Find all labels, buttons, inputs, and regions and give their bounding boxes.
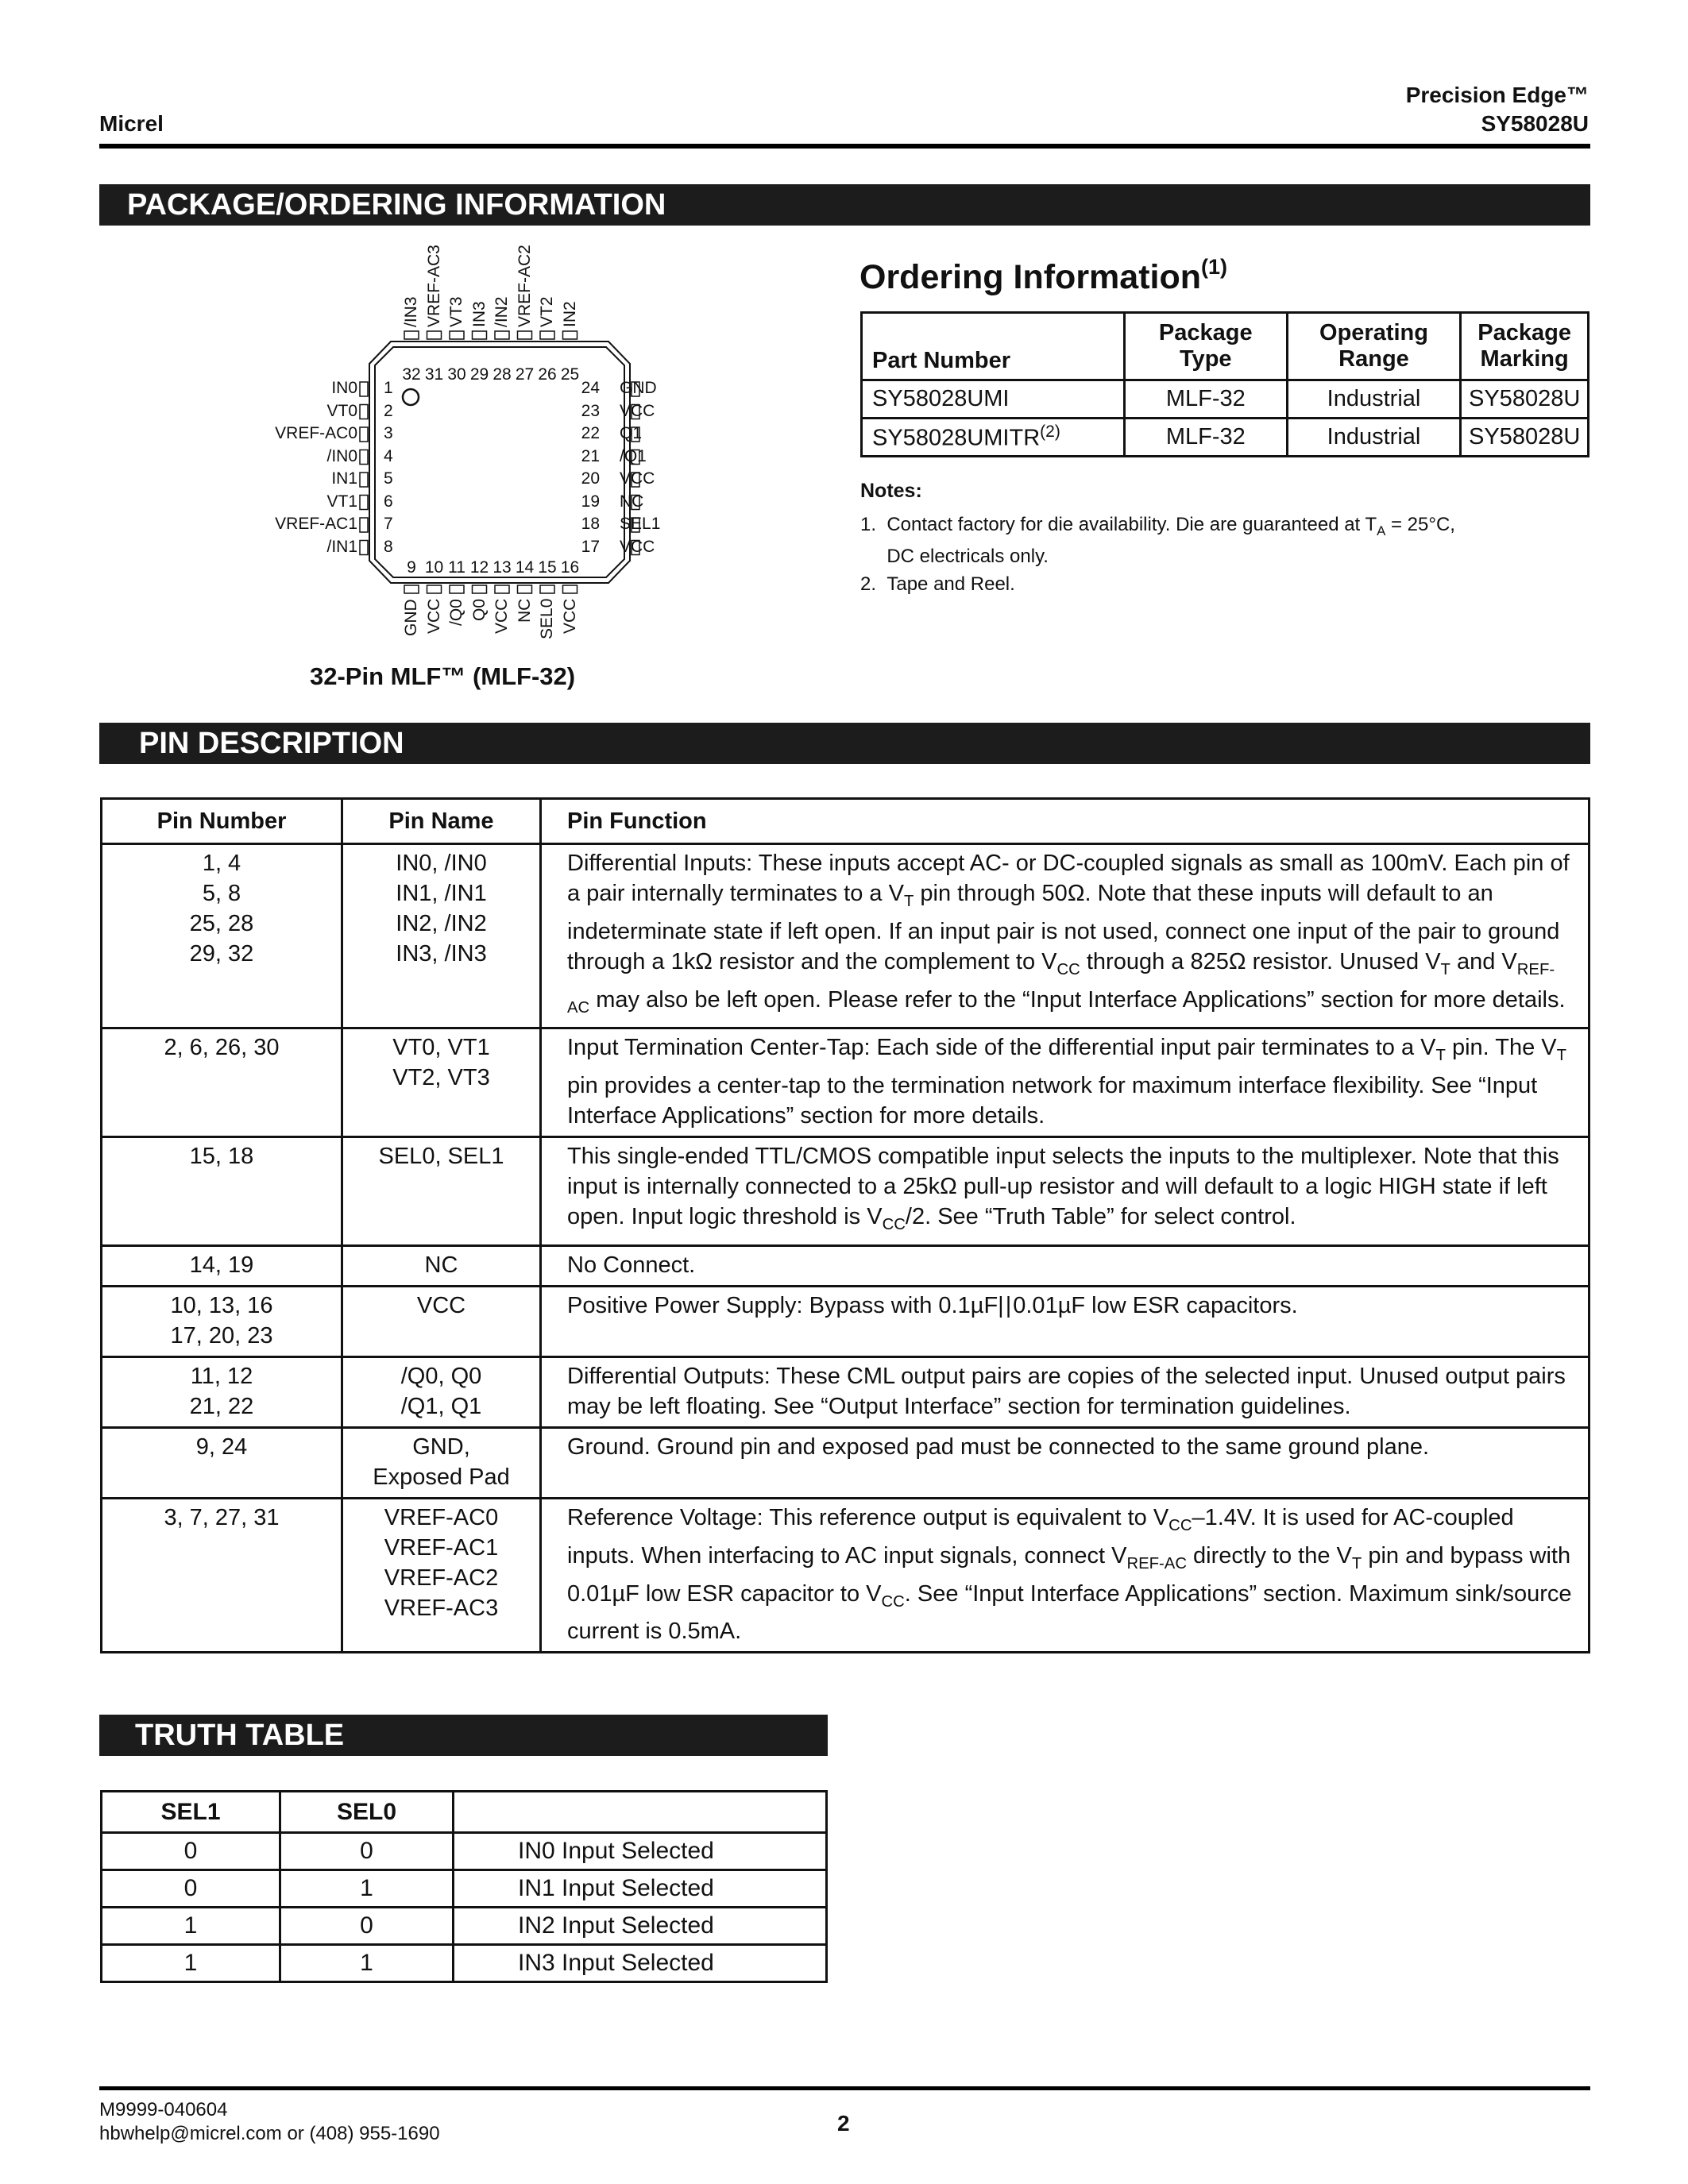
top-pin-number: 28 — [492, 365, 512, 384]
right-pin-name: VCC — [620, 537, 655, 556]
right-pin-name: SEL1 — [620, 515, 661, 533]
right-pin-number: 18 — [581, 515, 600, 533]
truth-result: IN0 Input Selected — [454, 1833, 827, 1870]
bottom-pin-number: 15 — [538, 558, 557, 577]
pin-row — [102, 1137, 1590, 1246]
bottom-pin-number: 12 — [469, 558, 489, 577]
pin-name: SEL0, SEL1 — [378, 1144, 504, 1170]
left-pin-number: 8 — [384, 537, 393, 556]
left-pin-name: /IN0 — [326, 446, 357, 465]
pin-row — [102, 1245, 1590, 1286]
pin-pad — [563, 331, 577, 339]
pin-number: 21, 22 — [189, 1393, 254, 1419]
section-pin-description: PIN DESCRIPTION — [99, 723, 1590, 764]
pin-name: IN2, /IN2 — [396, 911, 487, 936]
bottom-pin-name: NC — [515, 598, 534, 623]
pin-pad — [540, 585, 554, 593]
ordering-table — [860, 311, 1590, 457]
pin-pad — [360, 496, 368, 510]
top-pin-number: 31 — [424, 365, 444, 384]
pin-numbers — [102, 1356, 342, 1427]
pin-row — [102, 1498, 1590, 1652]
left-pin-number: 7 — [384, 515, 393, 533]
pin-header-number: Pin Number — [102, 799, 342, 844]
header-rule — [99, 144, 1590, 149]
pin-names — [342, 1498, 541, 1652]
pin-pad — [427, 585, 442, 593]
pin-names — [342, 1137, 541, 1246]
top-pin-name: VREF-AC3 — [424, 245, 443, 327]
part-number-header: SY58028U — [1481, 111, 1589, 136]
bottom-pin-number: 10 — [424, 558, 444, 577]
pin-header-function: Pin Function — [541, 799, 1590, 844]
pin-name: VREF-AC2 — [384, 1565, 499, 1591]
footer-doc-id: M9999-040604 — [99, 2099, 228, 2120]
ordering-part-note: (2) — [1040, 423, 1060, 442]
right-pin-number: 17 — [581, 537, 600, 556]
left-pin-number: 2 — [384, 401, 393, 420]
pin-numbers — [102, 1427, 342, 1498]
pin-names — [342, 1427, 541, 1498]
bottom-pin-name: /Q0 — [447, 599, 465, 626]
ordering-header-package-type: Package Type — [1124, 313, 1287, 380]
pin-function: Reference Voltage: This reference output is equivalent to $V_{CC}-1.4V$. It is used for AC-coupled inputs. When interfacing to AC input signals, connect $V_{REF-AC}$ directly to the $V_T$ pin and bypass with 0.01µF low ESR capacitor to $V_{CC}$. See “Input Interface Applications” section. Maximum sink/source current is 0.5mA. — [541, 1498, 1590, 1652]
ordering-marking: SY58028U — [1461, 380, 1589, 419]
pin-pad — [360, 450, 368, 465]
ordering-marking: SY58028U — [1461, 419, 1589, 457]
top-pin-name: VT2 — [538, 296, 556, 327]
right-pin-number: 22 — [581, 424, 600, 442]
pin-row — [102, 1028, 1590, 1137]
bottom-pin-number: 16 — [560, 558, 580, 577]
pin-number: 17, 20, 23 — [170, 1322, 273, 1349]
pin-pad — [360, 405, 368, 419]
left-pin-number: 4 — [384, 446, 393, 465]
pin-function: Differential Outputs: These CML output pairs are copies of the selected input. Unused output pairs may be left floating. See “Output Interface” section for termination guidelines. — [541, 1356, 1590, 1427]
pin-number: 3, 7, 27, 31 — [164, 1504, 280, 1530]
pin-pad — [404, 585, 419, 593]
left-pin-number: 5 — [384, 469, 393, 488]
pin-name: /Q1, Q1 — [400, 1393, 482, 1419]
truth-header-sel1: SEL1 — [102, 1792, 280, 1833]
bottom-pin-number: 9 — [407, 558, 416, 577]
truth-header-result — [454, 1792, 827, 1833]
pin-pad — [427, 331, 442, 339]
right-pin-number: 20 — [581, 469, 600, 488]
bottom-pin-name: Q0 — [469, 598, 489, 621]
ordering-row — [862, 380, 1589, 419]
pin-function: No Connect. — [541, 1245, 1590, 1286]
pin-names — [342, 1028, 541, 1137]
right-pin-name: Q1 — [620, 424, 643, 442]
pin-name: IN0, /IN0 — [396, 851, 487, 876]
note-2: 2. Tape and Reel. — [860, 573, 1015, 595]
pin-number: 11, 12 — [190, 1363, 253, 1389]
ordering-title-text: Ordering Information — [859, 258, 1201, 296]
ordering-part: SY58028UMI — [872, 386, 1010, 411]
ordering-title-note: (1) — [1201, 255, 1227, 279]
top-pin-number: 30 — [447, 365, 466, 384]
truth-sel0: 0 — [280, 1908, 454, 1945]
ordering-header-marking: Package Marking — [1461, 313, 1589, 380]
ordering-package: MLF-32 — [1124, 419, 1287, 457]
left-pin-name: /IN1 — [326, 537, 357, 556]
pin-numbers — [102, 1245, 342, 1286]
pin-numbers — [102, 1137, 342, 1246]
pin-row — [102, 844, 1590, 1028]
pin-number: 1, 4 — [202, 851, 241, 876]
left-pin-name: VT1 — [326, 492, 357, 511]
footer-contact: hbwhelp@micrel.com or (408) 955-1690 — [99, 2123, 440, 2144]
top-pin-name: IN3 — [469, 301, 489, 327]
pin-name: VREF-AC3 — [384, 1595, 499, 1621]
truth-sel1: 1 — [102, 1945, 280, 1982]
ordering-header-part: Part Number — [862, 313, 1125, 380]
pin-row — [102, 1286, 1590, 1356]
ordering-package: MLF-32 — [1124, 380, 1287, 419]
diagram-caption: 32-Pin MLF™ (MLF-32) — [310, 662, 576, 690]
pin-pad — [360, 518, 368, 532]
bottom-pin-name: GND — [402, 599, 420, 636]
truth-result: IN3 Input Selected — [454, 1945, 827, 1982]
pin-row — [102, 1427, 1590, 1498]
pin-pad — [404, 331, 419, 339]
ordering-part: SY58028UMITR — [872, 425, 1041, 451]
pin-pad — [360, 382, 368, 396]
pin-name: VCC — [416, 1292, 466, 1318]
bottom-pin-number: 14 — [515, 558, 535, 577]
top-pin-name: /IN2 — [492, 296, 511, 327]
left-pin-number: 1 — [384, 379, 393, 397]
pin-name: NC — [424, 1252, 458, 1278]
top-pin-name: /IN3 — [402, 296, 420, 327]
pin-numbers — [102, 1028, 342, 1137]
top-pin-number: 29 — [469, 365, 489, 384]
bottom-pin-name: VCC — [492, 598, 511, 634]
pin-names — [342, 844, 541, 1028]
bottom-pin-name: VCC — [424, 598, 443, 634]
pin-name: VT0, VT1 — [392, 1035, 490, 1061]
pin-pad — [495, 331, 509, 339]
pin-pad — [495, 585, 509, 593]
pin-pad — [518, 331, 532, 339]
pin-function: Differential Inputs: These inputs accept AC- or DC-coupled signals as small as 100mV. Each pin of a pair internally terminates to a $V_T$ pin through 50Ω. Note that these inputs will default to an indeterminate state if left open. If an input pair is not used, connect one input of the pair to ground through a 1kΩ resistor and the complement to $V_{CC}$ through a 825Ω resistor. Unused $V_T$ and $V_{REF-AC}$ may also be left open. Please refer to the “Input Interface Applications” section for more details. — [541, 844, 1590, 1028]
company-name: Micrel — [99, 111, 164, 136]
right-pin-number: 24 — [581, 379, 600, 397]
pin-name: VREF-AC0 — [384, 1504, 499, 1530]
ordering-header-operating-range: Operating Range — [1287, 313, 1461, 380]
pin-function: Positive Power Supply: Bypass with 0.1µF||0.01µF low ESR capacitors. — [541, 1286, 1590, 1356]
truth-sel0: 1 — [280, 1870, 454, 1908]
notes-title: Notes: — [860, 480, 922, 502]
truth-sel0: 1 — [280, 1945, 454, 1982]
pin-pad — [518, 585, 532, 593]
left-pin-name: IN1 — [331, 469, 357, 488]
pin-row — [102, 1356, 1590, 1427]
pin-function: This single-ended TTL/CMOS compatible input selects the inputs to the multiplexer. Note that this input is internally connected to a 25kΩ pull-up resistor and will default to a logic HIGH state if left open. Input logic threshold is $V_{CC}/2$. See “Truth Table” for select control. — [541, 1137, 1590, 1246]
pin-names — [342, 1356, 541, 1427]
truth-result: IN2 Input Selected — [454, 1908, 827, 1945]
right-pin-name: VCC — [620, 469, 655, 488]
pin-diagram — [238, 238, 683, 659]
left-pin-name: VREF-AC0 — [275, 424, 357, 442]
pin-name: Exposed Pad — [373, 1464, 510, 1490]
right-pin-number: 19 — [581, 492, 600, 511]
truth-table — [100, 1790, 828, 1983]
top-pin-name: VREF-AC2 — [515, 245, 534, 327]
left-pin-name: VT0 — [326, 401, 357, 420]
pin-name: GND, — [412, 1433, 470, 1460]
top-pin-number: 25 — [560, 365, 580, 384]
truth-sel1: 1 — [102, 1908, 280, 1945]
pin-name: IN3, /IN3 — [396, 941, 487, 967]
left-pin-name: IN0 — [331, 379, 357, 397]
pin-number: 25, 28 — [189, 911, 254, 936]
truth-row — [102, 1833, 827, 1870]
product-family: Precision Edge™ — [1405, 83, 1589, 107]
pin-number: 5, 8 — [202, 881, 241, 906]
truth-result: IN1 Input Selected — [454, 1870, 827, 1908]
pin-number: 2, 6, 26, 30 — [164, 1035, 280, 1061]
section-package-ordering: PACKAGE/ORDERING INFORMATION — [99, 184, 1590, 226]
left-pin-number: 3 — [384, 424, 393, 442]
bottom-pin-name: VCC — [560, 598, 579, 634]
pin-pad — [450, 331, 464, 339]
ordering-range: Industrial — [1287, 419, 1461, 457]
section-truth-table: TRUTH TABLE — [99, 1715, 828, 1756]
pin-numbers — [102, 1498, 342, 1652]
bottom-pin-number: 11 — [448, 558, 465, 577]
left-pin-name: VREF-AC1 — [275, 515, 357, 533]
truth-row — [102, 1870, 827, 1908]
pin-pad — [450, 585, 464, 593]
pin-pad — [473, 585, 487, 593]
ordering-title — [859, 255, 1227, 297]
truth-row — [102, 1945, 827, 1982]
pin-number: 15, 18 — [189, 1144, 254, 1170]
pin-pad — [540, 331, 554, 339]
pin-numbers — [102, 1286, 342, 1356]
bottom-pin-number: 13 — [492, 558, 512, 577]
pin-name: /Q0, Q0 — [400, 1363, 482, 1389]
pin-header-name: Pin Name — [342, 799, 541, 844]
pin-function: Ground. Ground pin and exposed pad must be connected to the same ground plane. — [541, 1427, 1590, 1498]
top-pin-name: IN2 — [560, 301, 579, 327]
page-number: 2 — [837, 2111, 850, 2136]
pin-pad — [473, 331, 487, 339]
right-pin-name: GND — [620, 379, 657, 397]
pin-name: IN1, /IN1 — [396, 881, 487, 906]
truth-row — [102, 1908, 827, 1945]
truth-sel0: 0 — [280, 1833, 454, 1870]
pin-number: 9, 24 — [195, 1433, 248, 1460]
pin-number: 29, 32 — [189, 941, 254, 967]
top-pin-number: 27 — [515, 365, 535, 384]
truth-sel1: 0 — [102, 1870, 280, 1908]
truth-header-sel0: SEL0 — [280, 1792, 454, 1833]
top-pin-name: VT3 — [447, 296, 465, 327]
pin-names — [342, 1286, 541, 1356]
right-pin-number: 21 — [581, 446, 600, 465]
pin-pad — [563, 585, 577, 593]
pin-name: VREF-AC1 — [384, 1534, 499, 1561]
pin-pad — [360, 541, 368, 555]
note-1: 1. Contact factory for die availability. Die are guaranteed at $T_A = 25^\circ C$, DC electricals only. — [860, 514, 1455, 567]
pin-function: Input Termination Center-Tap: Each side of the differential input pair terminates to a $V_T$ pin. The $V_T$ pin provides a center-tap to the termination network for maximum interface flexibility. See “Input Interface Applications” section for more details. — [541, 1028, 1590, 1137]
pin-numbers — [102, 844, 342, 1028]
pin-number: 10, 13, 16 — [170, 1292, 273, 1318]
right-pin-name: NC — [620, 492, 644, 511]
pin-pad — [360, 427, 368, 442]
pin-number: 14, 19 — [189, 1252, 254, 1278]
top-pin-number: 26 — [538, 365, 557, 384]
pin-name: VT2, VT3 — [392, 1065, 490, 1091]
right-pin-name: VCC — [620, 401, 655, 420]
right-pin-number: 23 — [581, 401, 600, 420]
pin-description-table — [100, 797, 1590, 1653]
pin-pad — [360, 473, 368, 487]
pin-names — [342, 1245, 541, 1286]
left-pin-number: 6 — [384, 492, 393, 511]
footer-rule — [99, 2086, 1590, 2090]
truth-sel1: 0 — [102, 1833, 280, 1870]
ordering-range: Industrial — [1287, 380, 1461, 419]
right-pin-name: /Q1 — [620, 446, 647, 465]
top-pin-number: 32 — [402, 365, 421, 384]
bottom-pin-name: SEL0 — [538, 598, 556, 639]
ordering-row — [862, 419, 1589, 457]
